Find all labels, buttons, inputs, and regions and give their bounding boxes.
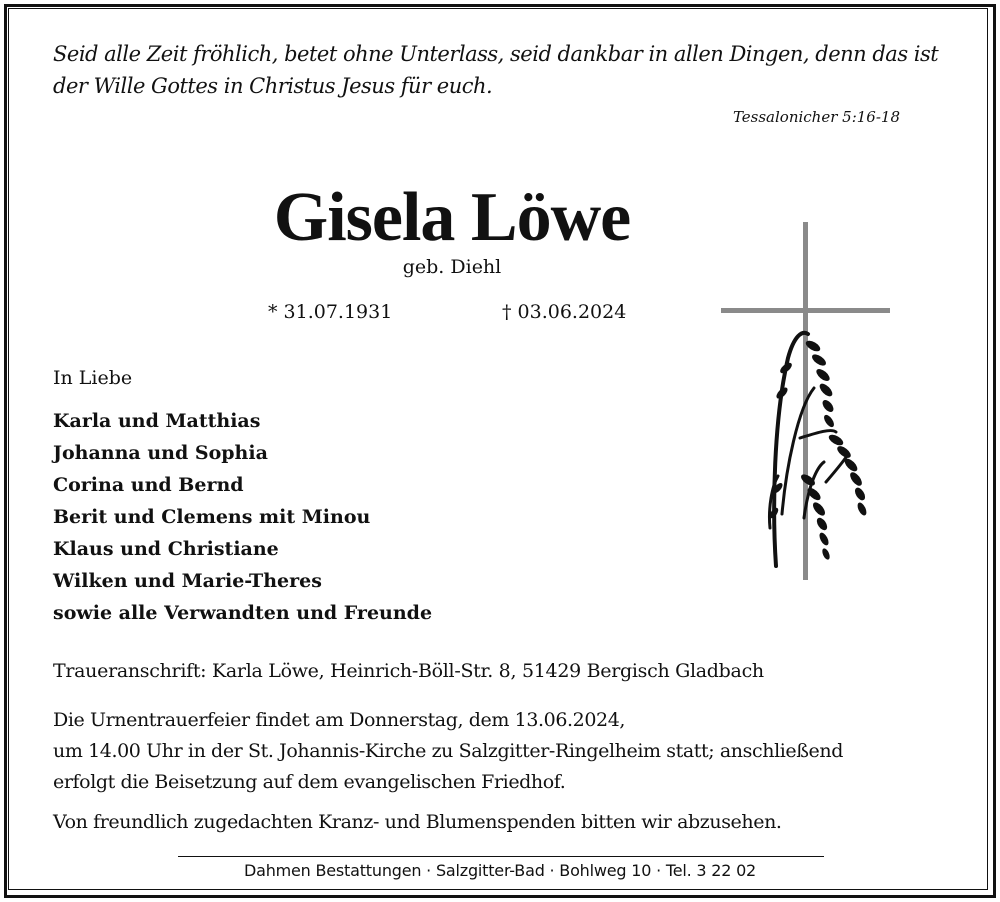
ceremony-line-1: Die Urnentrauerfeier findet am Donnerstag, dem 13.06.2024, [53, 709, 626, 731]
mourner-line: Wilken und Marie-Theres [53, 570, 322, 592]
cross-with-wheat-icon [716, 218, 896, 584]
verse-reference: Tessalonicher 5:16-18 [732, 108, 900, 126]
ceremony-notice [53, 705, 843, 798]
mourner-line: Berit und Clemens mit Minou [53, 506, 371, 528]
mourner-line: Corina und Bernd [53, 474, 244, 496]
mourning-address: Traueranschrift: Karla Löwe, Heinrich-Böll-Str. 8, 51429 Bergisch Gladbach [53, 660, 764, 682]
mourner-line: Karla und Matthias [53, 410, 261, 432]
birth-date: * 31.07.1931 [268, 301, 393, 323]
mourners-list [53, 405, 432, 629]
deceased-name: Gisela Löwe [273, 179, 631, 256]
mourner-line: Johanna und Sophia [53, 442, 268, 464]
funeral-home-footer: Dahmen Bestattungen · Salzgitter-Bad · Bohlweg 10 · Tel. 3 22 02 [243, 861, 757, 880]
ceremony-line-2: um 14.00 Uhr in der St. Johannis-Kirche zu Salzgitter-Ringelheim statt; anschließend [53, 740, 844, 762]
ceremony-line-3: erfolgt die Beisetzung auf dem evangelischen Friedhof. [53, 771, 566, 793]
mourner-line: Klaus und Christiane [53, 538, 279, 560]
flowers-notice: Von freundlich zugedachten Kranz- und Blumenspenden bitten wir abzusehen. [53, 811, 782, 833]
maiden-name: geb. Diehl [402, 256, 502, 278]
bible-verse [53, 38, 953, 102]
mourner-line: sowie alle Verwandten und Freunde [53, 602, 433, 624]
footer-divider [178, 856, 824, 857]
in-love-intro: In Liebe [53, 367, 133, 389]
wheat-icon [768, 333, 868, 566]
verse-line-2: der Wille Gottes in Christus Jesus für euch. [53, 74, 493, 98]
death-date: † 03.06.2024 [502, 301, 627, 323]
verse-line-1: Seid alle Zeit fröhlich, betet ohne Unterlass, seid dankbar in allen Dingen, denn das ist [53, 42, 939, 66]
